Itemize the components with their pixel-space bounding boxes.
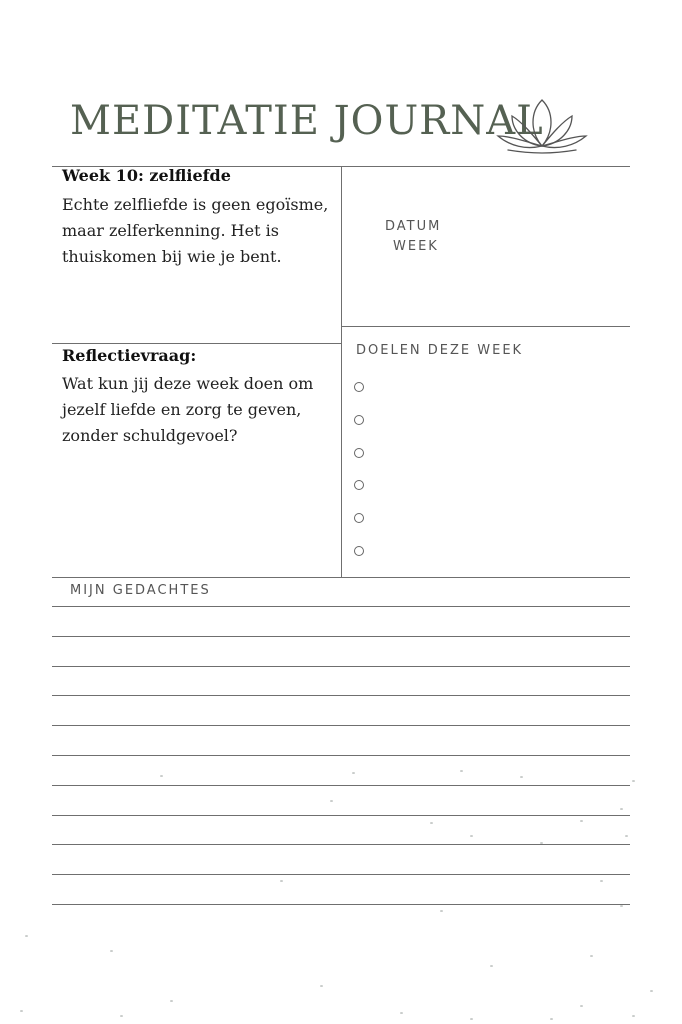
goal-bullet[interactable]: [354, 382, 364, 392]
goal-bullet[interactable]: [354, 546, 364, 556]
writing-line[interactable]: [52, 844, 630, 845]
writing-line[interactable]: [52, 695, 630, 696]
thoughts-heading: MIJN GEDACHTES: [70, 583, 211, 598]
goals-divider: [341, 326, 630, 327]
speckle: [650, 990, 653, 992]
speckle: [400, 1012, 403, 1014]
week-label: WEEK: [393, 239, 439, 254]
speckle: [600, 880, 603, 882]
speckle: [280, 880, 283, 882]
datum-label: DATUM: [385, 219, 442, 234]
writing-line[interactable]: [52, 815, 630, 816]
speckle: [540, 842, 543, 844]
speckle: [440, 910, 443, 912]
writing-line[interactable]: [52, 785, 630, 786]
reflection-divider: [52, 343, 341, 344]
speckle: [490, 965, 493, 967]
writing-line[interactable]: [52, 755, 630, 756]
speckle: [620, 808, 623, 810]
goal-bullet[interactable]: [354, 448, 364, 458]
speckle: [470, 835, 473, 837]
speckle: [160, 775, 163, 777]
speckle: [590, 955, 593, 957]
speckle: [110, 950, 113, 952]
writing-line[interactable]: [52, 666, 630, 667]
week-heading: Week 10: zelfliefde: [62, 166, 231, 185]
speckle: [632, 780, 635, 782]
center-divider: [341, 166, 342, 577]
writing-line[interactable]: [52, 874, 630, 875]
goal-bullet[interactable]: [354, 415, 364, 425]
week-text: Echte zelfliefde is geen egoïsme, maar zelferkenning. Het is thuiskomen bij wie je bent.: [62, 195, 329, 266]
speckle: [620, 905, 623, 907]
speckle: [170, 1000, 173, 1002]
speckle: [25, 935, 28, 937]
lotus-icon: [492, 92, 592, 156]
speckle: [430, 822, 433, 824]
speckle: [320, 985, 323, 987]
page-title: MEDITATIE JOURNAL: [70, 98, 544, 144]
speckle: [20, 1010, 23, 1012]
speckle: [120, 1015, 123, 1017]
speckle: [580, 1005, 583, 1007]
reflection-heading: Reflectievraag:: [62, 346, 197, 365]
writing-line[interactable]: [52, 725, 630, 726]
goals-heading: DOELEN DEZE WEEK: [356, 343, 524, 358]
speckle: [330, 800, 333, 802]
reflection-text: Wat kun jij deze week doen om jezelf liefde en zorg te geven, zonder schuldgevoel?: [62, 374, 314, 445]
writing-line[interactable]: [52, 636, 630, 637]
speckle: [580, 820, 583, 822]
speckle: [470, 1018, 473, 1020]
thoughts-divider: [52, 577, 630, 578]
speckle: [625, 835, 628, 837]
speckle: [632, 1015, 635, 1017]
speckle: [460, 770, 463, 772]
writing-line[interactable]: [52, 606, 630, 607]
speckle: [550, 1018, 553, 1020]
goal-bullet[interactable]: [354, 480, 364, 490]
speckle: [352, 772, 355, 774]
goal-bullet[interactable]: [354, 513, 364, 523]
writing-line[interactable]: [52, 904, 630, 905]
speckle: [520, 776, 523, 778]
